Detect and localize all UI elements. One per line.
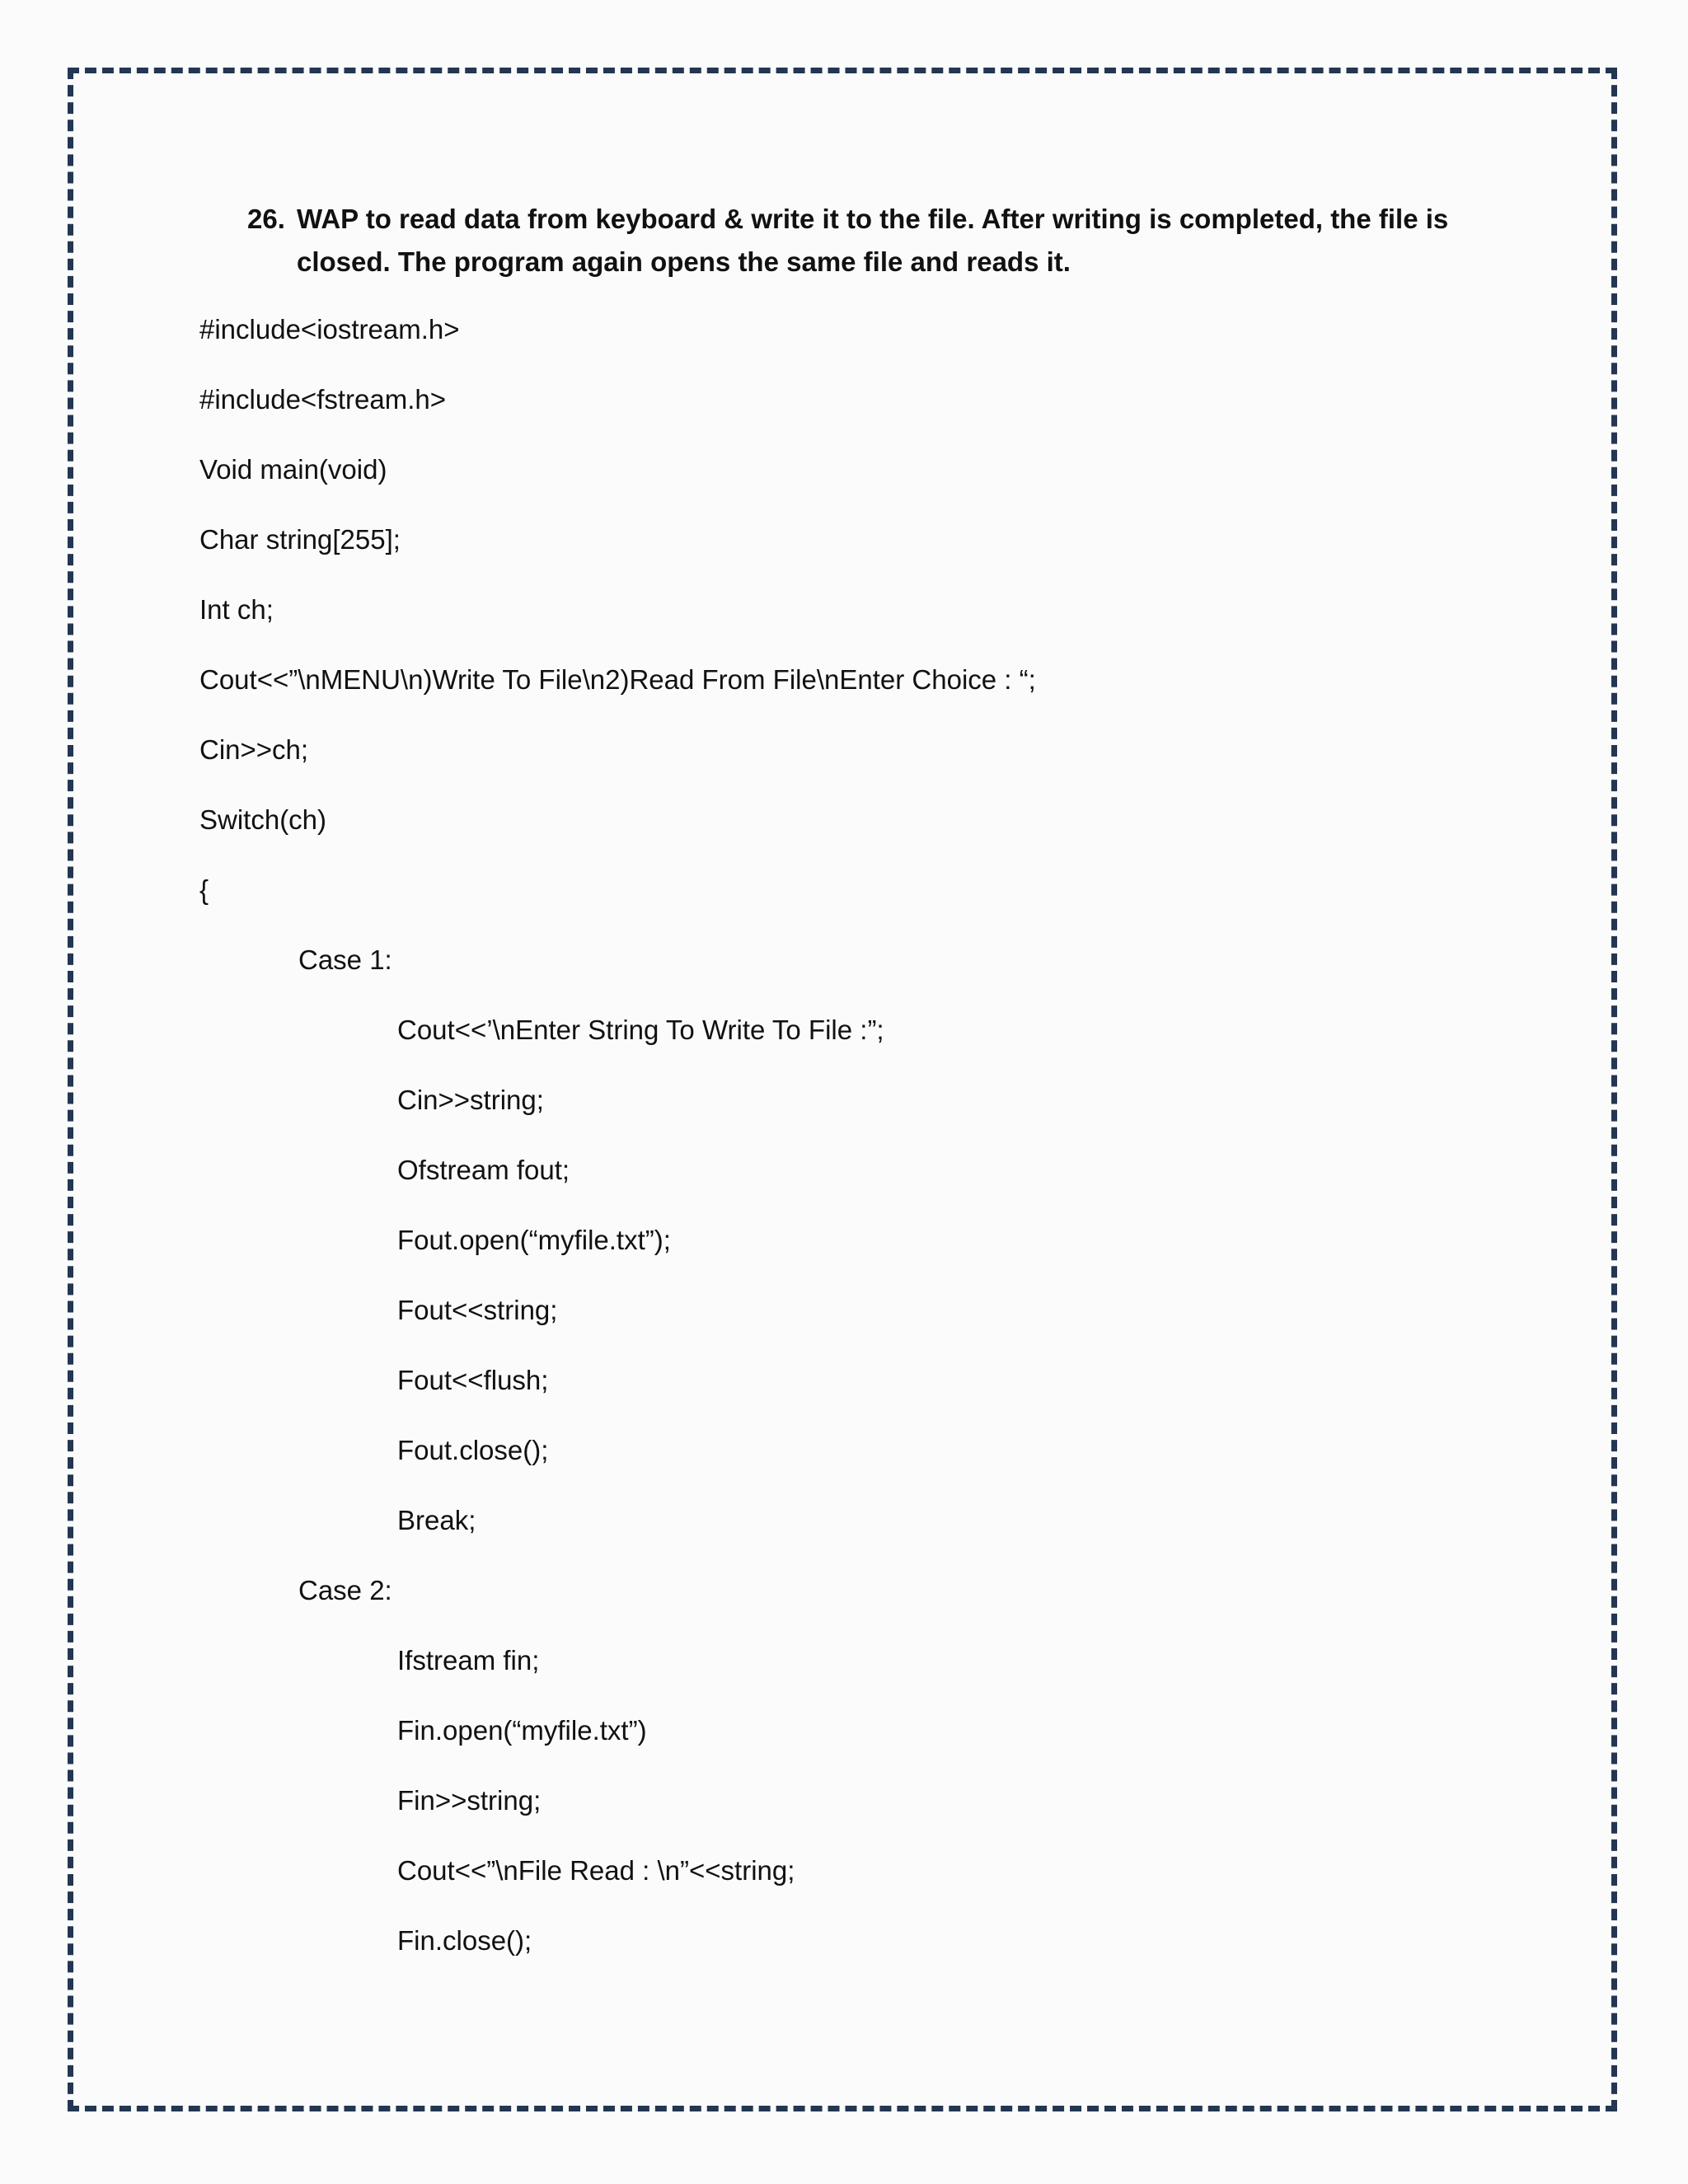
code-line: Ofstream fout;	[397, 1155, 570, 1185]
code-line: Cout<<’\nEnter String To Write To File :”;	[397, 1015, 884, 1045]
code-line: Int ch;	[199, 594, 274, 625]
code-line: Fin.open(“myfile.txt”)	[397, 1715, 647, 1746]
code-line: Fout.close();	[397, 1435, 549, 1465]
code-line: Cout<<”\nMENU\n)Write To File\n2)Read From File\nEnter Choice : “;	[199, 664, 1036, 695]
code-line: Break;	[397, 1505, 476, 1535]
code-line: Fin>>string;	[397, 1785, 542, 1816]
code-line: Cin>>ch;	[199, 734, 309, 765]
code-line: {	[199, 874, 209, 905]
question-number: 26.	[247, 204, 285, 234]
code-line: Void main(void)	[199, 454, 387, 485]
code-line: #include<iostream.h>	[199, 314, 460, 344]
code-line: Case 2:	[298, 1575, 392, 1605]
code-line: Fout.open(“myfile.txt”);	[397, 1225, 671, 1255]
code-line: Ifstream fin;	[397, 1645, 540, 1675]
code-line: Cout<<”\nFile Read : \n”<<string;	[397, 1855, 795, 1886]
code-line: Fout<<string;	[397, 1295, 558, 1325]
code-line: Cin>>string;	[397, 1085, 544, 1115]
page-border	[68, 68, 1617, 2111]
question-text: WAP to read data from keyboard & write it to the file. After writing is completed, the file is closed. The program again opens the same file and reads it.	[297, 204, 1449, 277]
code-line: Fout<<flush;	[397, 1365, 549, 1395]
code-line: Char string[255];	[199, 524, 401, 555]
code-line: Fin.close();	[397, 1925, 532, 1956]
question-heading	[247, 198, 1467, 284]
code-line: Switch(ch)	[199, 804, 327, 835]
code-line: Case 1:	[298, 944, 392, 975]
code-line: #include<fstream.h>	[199, 384, 447, 415]
